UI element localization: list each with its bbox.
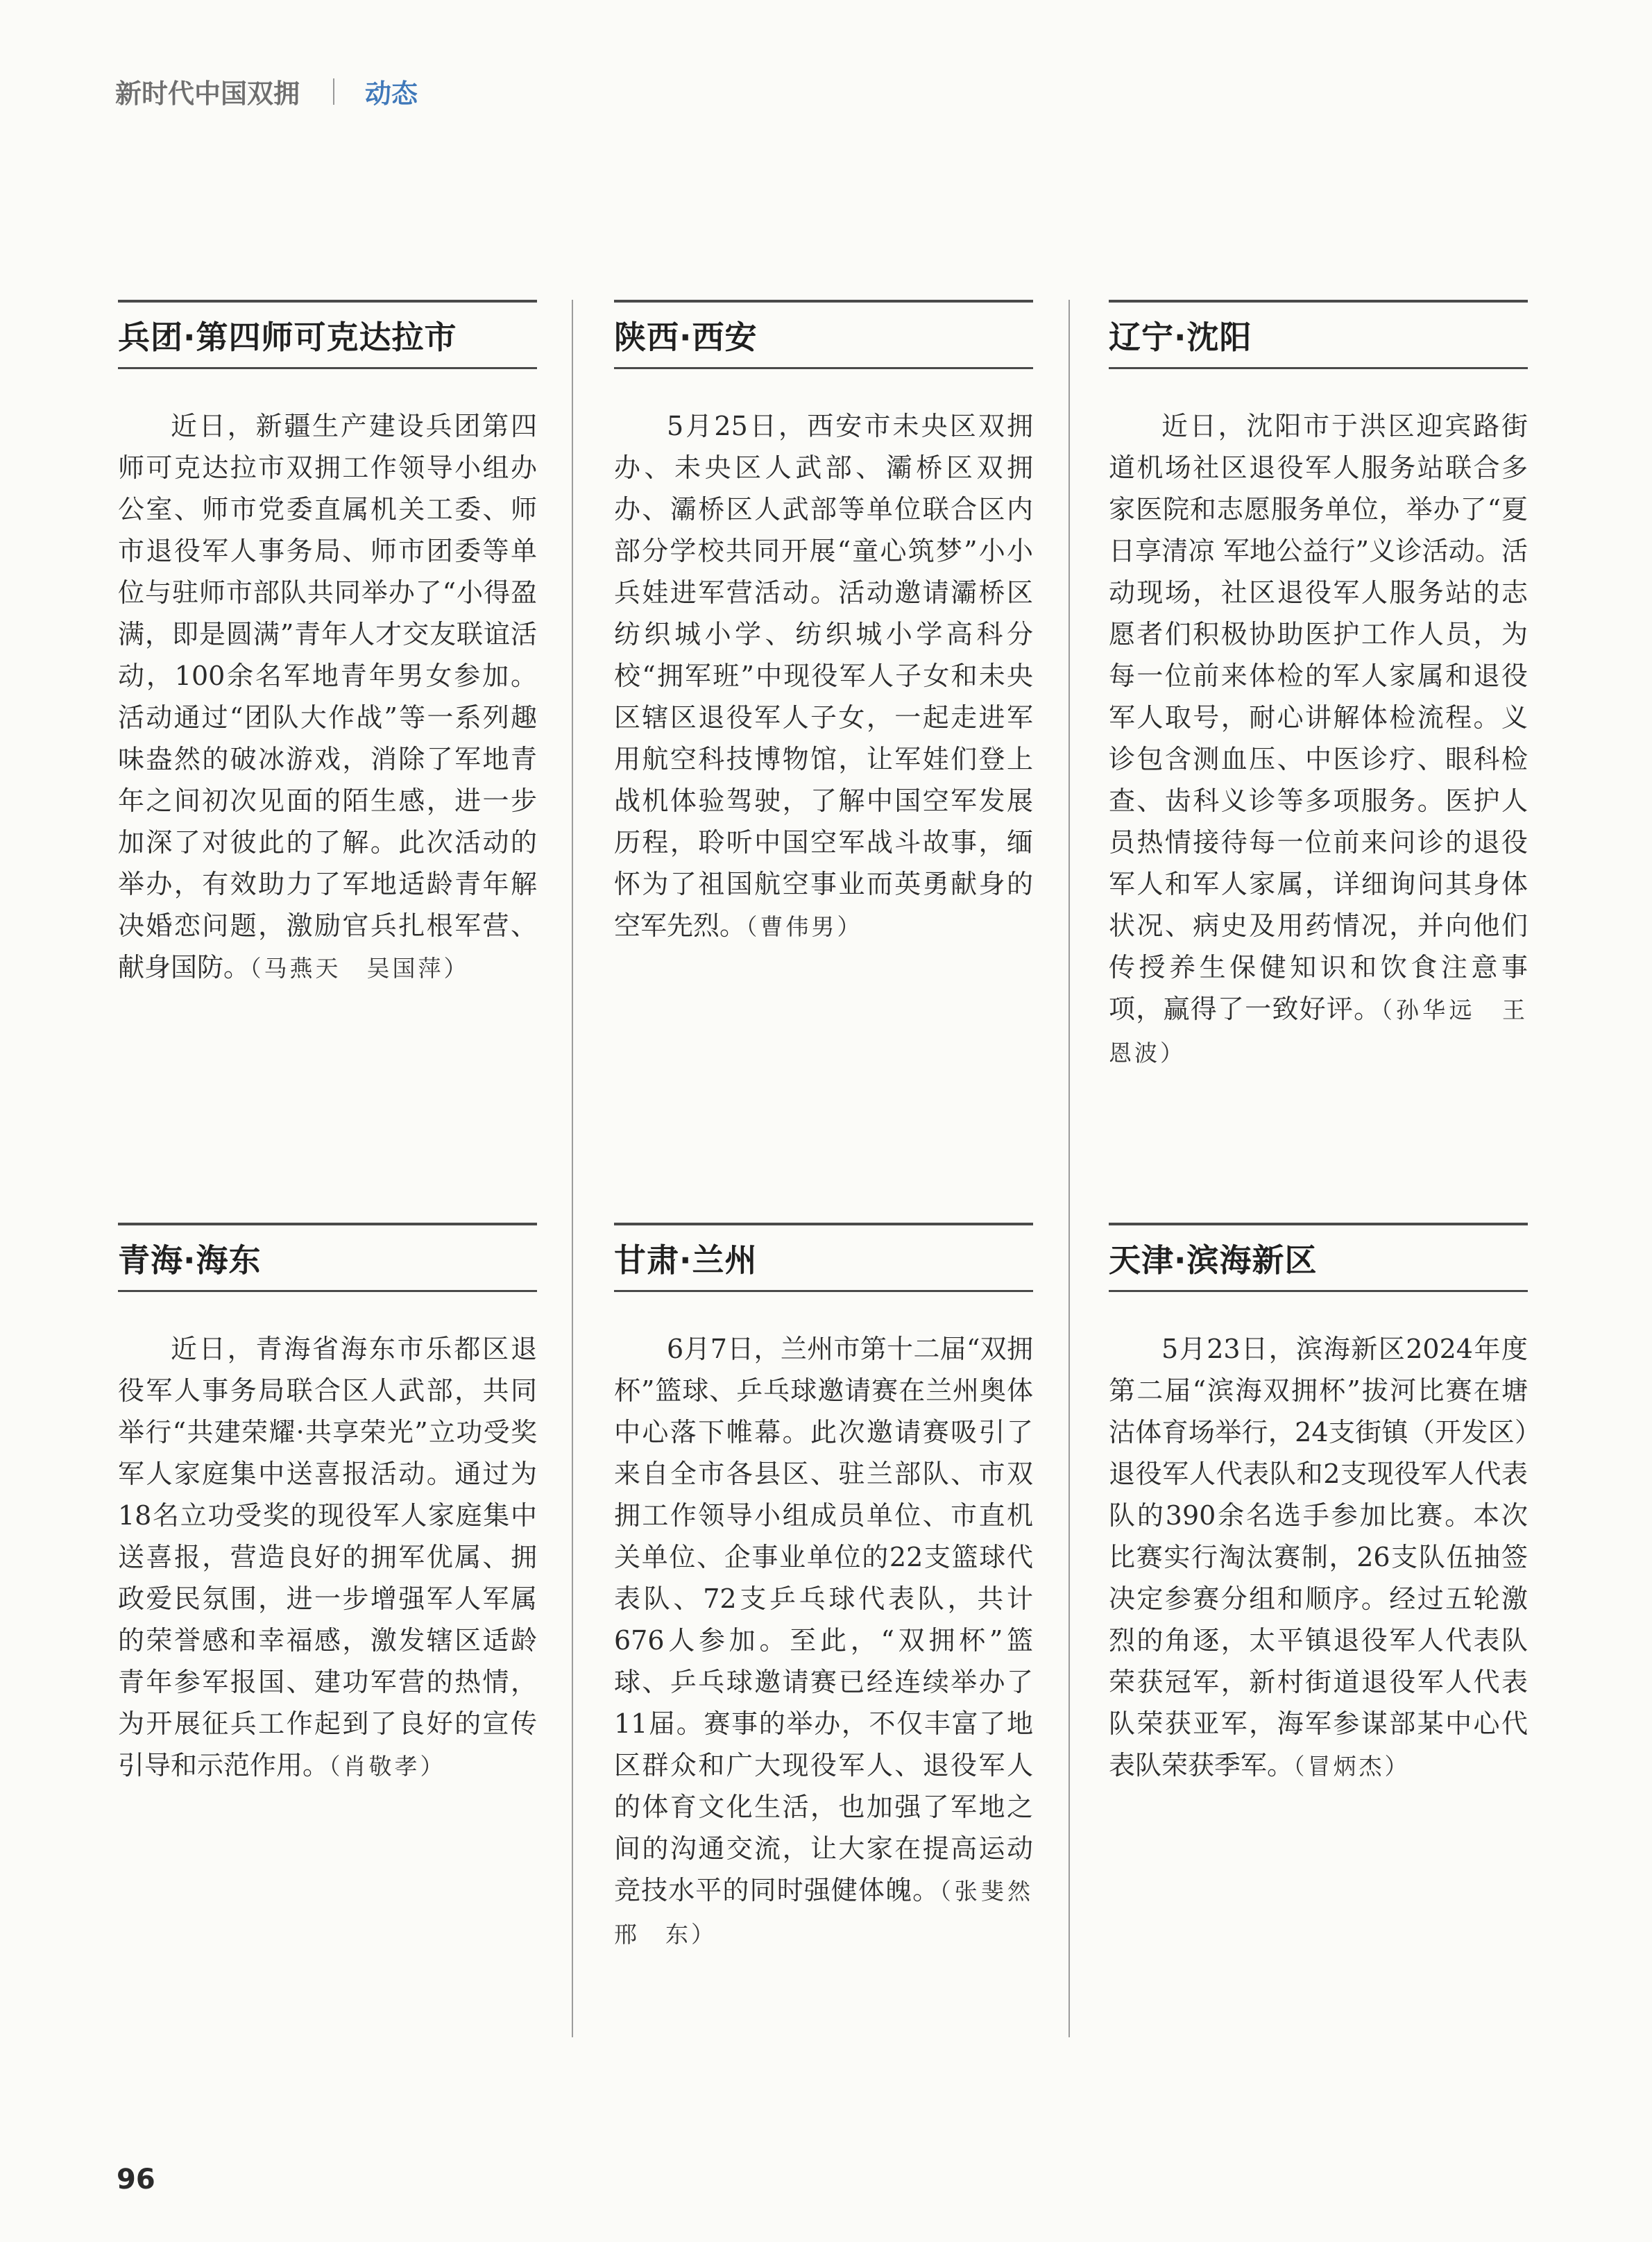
news-body [1109,1328,1528,1787]
magazine-name: 新时代中国双拥 [115,78,300,109]
news-text: 近日，青海省海东市乐都区退役军人事务局联合区人武部，共同举行“共建荣耀·共享荣光”立功受奖军人家庭集中送喜报活动。通过为18名立功受奖的现役军人家庭集中送喜报，营造良好的拥军优属、拥政爱民氛围，进一步增强军人军属的荣誉感和幸福感，激发辖区适龄青年参军报国、建功军营的热情，为开展征兵工作起到了良好的宣传引导和示范作用。 [118,1334,537,1781]
news-byline: （马燕天 吴国萍） [250,955,470,982]
news-heading: 辽宁·沈阳 [1109,318,1252,356]
news-item-lanzhou [614,1223,1059,1955]
news-text: 近日，沈阳市于洪区迎宾路街道机场社区退役军人服务站联合多家医院和志愿服务单位，举办了“夏日享清凉 军地公益行”义诊活动。活动现场，社区退役军人服务站的志愿者们积极协助医护工作人员，为每一位前来体检的军人家属和退役军人取号，耐心讲解体检流程。义诊包含测血压、中医诊疗、眼科检查、齿科义诊等多项服务。医护人员热情接待每一位前来问诊的退役军人和军人家属，详细询问其身体状况、病史及用药情况，并向他们传授养生保健知识和饮食注意事项，赢得了一致好评。 [1109,411,1528,1024]
news-item-bingtuan [118,300,537,990]
news-item-xian [614,300,1033,948]
news-byline: （肖敬孝） [329,1753,446,1780]
news-byline: （冒炳杰） [1293,1753,1411,1780]
section-name: 动态 [365,78,418,109]
news-body [614,1328,1059,1955]
news-heading: 兵团·第四师可克达拉市 [118,318,457,356]
column-divider-left [572,300,573,2037]
news-heading: 天津·滨海新区 [1109,1241,1318,1279]
news-text: 6月7日，兰州市第十二届“双拥杯”篮球、乒乓球邀请赛在兰州奥体中心落下帷幕。此次邀请赛吸引了来自全市各县区、驻兰部队、市双拥工作领导小组成员单位、市直机关单位、企事业单位的22支篮球代表队、72支乒乓球代表队，共计676人参加。至此，“双拥杯”篮球、乒乓球邀请赛已经连续举办了11届。赛事的举办，不仅丰富了地区群众和广大现役军人、退役军人的体育文化生活，也加强了军地之间的沟通交流，让大家在提高运动竞技水平的同时强健体魄。 [614,1334,1033,1905]
news-heading-bar [1109,1223,1528,1292]
news-heading: 青海·海东 [118,1241,262,1279]
page-number: 96 [117,2164,155,2196]
news-byline: （曹伟男） [746,913,863,940]
header-divider [333,78,334,105]
news-heading: 甘肃·兰州 [614,1241,758,1279]
news-heading-bar [118,300,537,369]
news-text: 近日，新疆生产建设兵团第四师可克达拉市双拥工作领导小组办公室、师市党委直属机关工委、师市退役军人事务局、师市团委等单位与驻师市部队共同举办了“小得盈满，即是圆满”青年人才交友联谊活动，100余名军地青年男女参加。活动通过“团队大作战”等一系列趣味盎然的破冰游戏，消除了军地青年之间初次见面的陌生感，进一步加深了对彼此的了解。此次活动的举办，有效助力了军地适龄青年解决婚恋问题，激励官兵扎根军营、献身国防。 [118,411,537,983]
news-body [118,405,537,990]
news-text: 5月25日，西安市未央区双拥办、未央区人武部、灞桥区双拥办、灞桥区人武部等单位联合区内部分学校共同开展“童心筑梦”小小兵娃进军营活动。活动邀请灞桥区纺织城小学、纺织城小学高科分校“拥军班”中现役军人子女和未央区辖区退役军人子女，一起走进军用航空科技博物馆，让军娃们登上战机体验驾驶，了解中国空军发展历程，聆听中国空军战斗故事，缅怀为了祖国航空事业而英勇献身的空军先烈。 [614,411,1033,941]
news-item-shenyang [1109,300,1528,1074]
news-text: 5月23日，滨海新区2024年度第二届“滨海双拥杯”拔河比赛在塘沽体育场举行，24支街镇（开发区）退役军人代表队和2支现役军人代表队的390余名选手参加比赛。本次比赛实行淘汰赛制，26支队伍抽签决定参赛分组和顺序。经过五轮激烈的角逐，太平镇退役军人代表队荣获冠军，新村街道退役军人代表队荣获亚军，海军参谋部某中心代表队荣获季军。 [1109,1334,1528,1781]
news-byline: （张斐然 邢 东） [614,1878,1059,1948]
news-body [1109,405,1528,1074]
news-body [614,405,1033,948]
news-byline: （孙华远 王恩波） [1109,996,1528,1067]
news-body [118,1328,537,1787]
news-heading-bar [614,300,1033,369]
news-item-haidong [118,1223,537,1787]
news-heading-bar [118,1223,537,1292]
news-heading: 陕西·西安 [614,318,758,356]
running-head [115,72,418,110]
news-heading-bar [1109,300,1528,369]
news-item-binhai [1109,1223,1528,1787]
column-divider-right [1068,300,1070,2037]
news-heading-bar [614,1223,1033,1292]
